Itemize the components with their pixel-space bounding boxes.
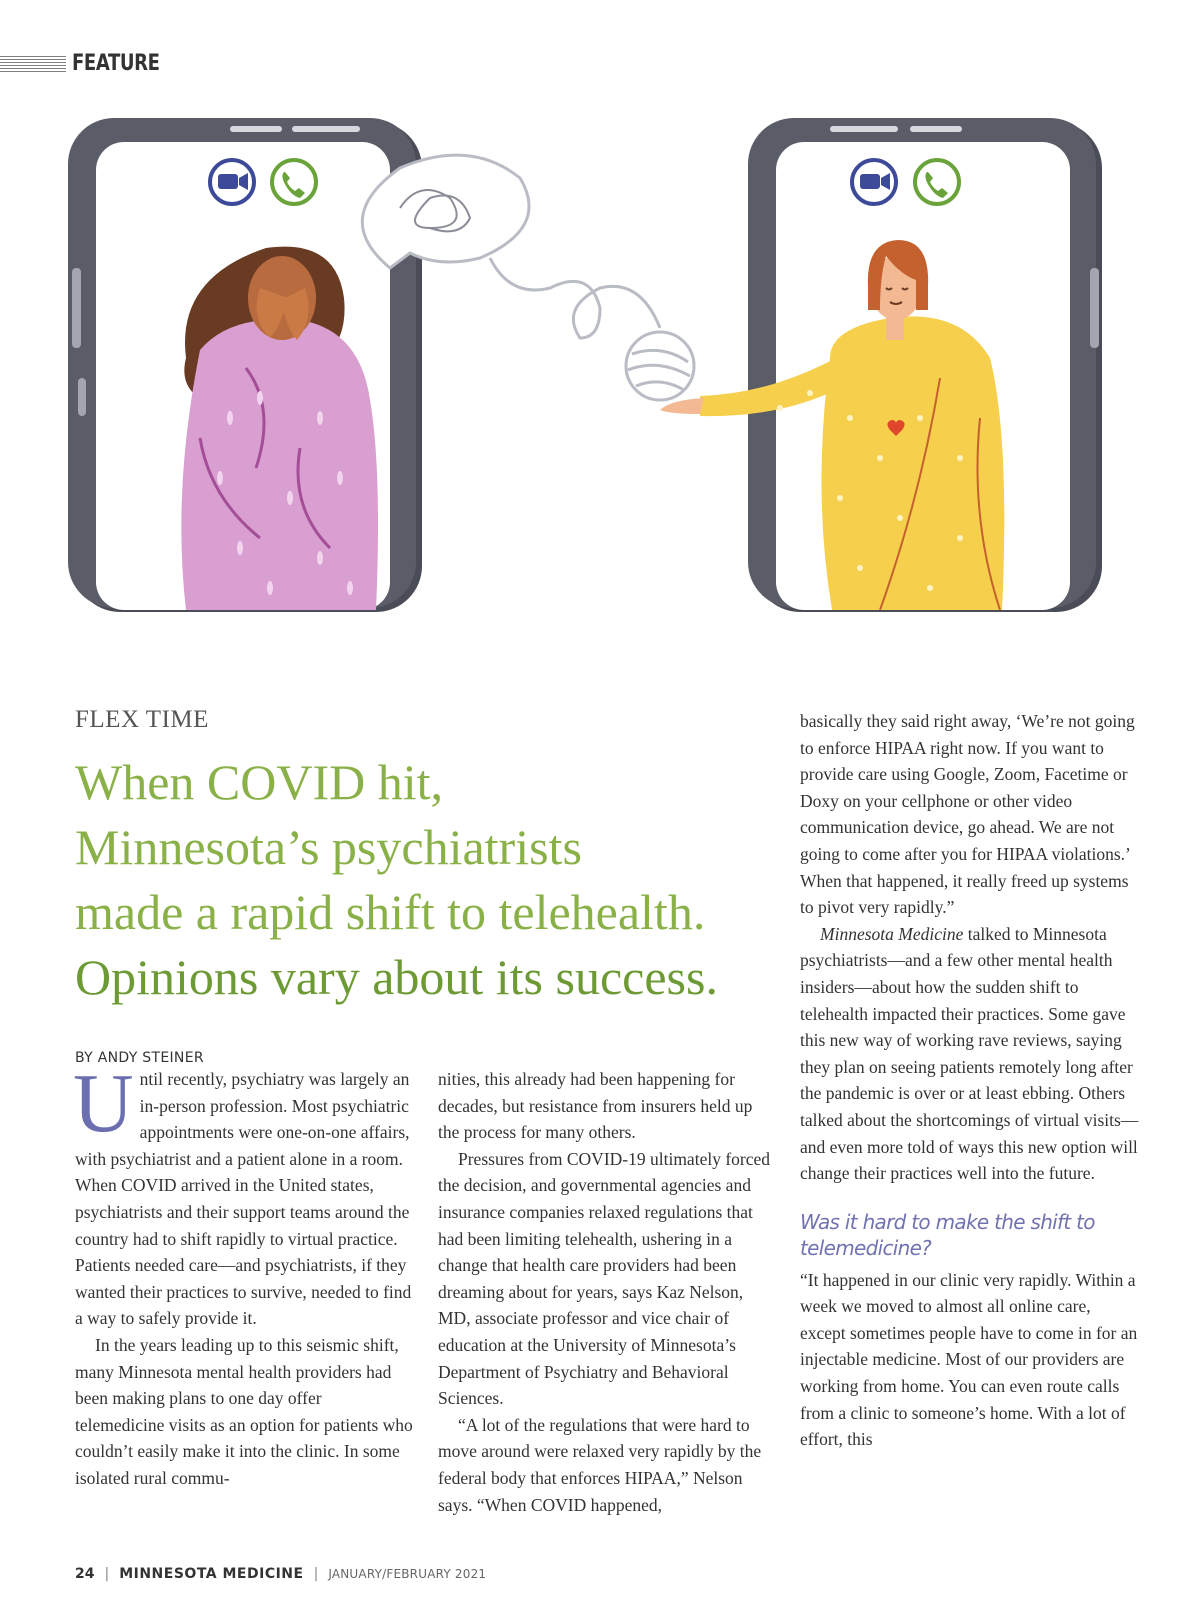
article-column-3 (800, 708, 1140, 1453)
paragraph: “A lot of the regulations that were hard to move around were relaxed very rapidly by the federal body that enforces HIPAA,” Nelson says. “When COVID happened, (438, 1414, 762, 1515)
paragraph: Pressures from COVID-19 ultimately forced the decision, and governmental agencies and insurance companies relaxed regulations that had been limiting telehealth, ushering in a change that health care providers had been dreaming about for years, says Kaz Nelson, MD, associate professor and vice chair of education at the University of Minnesota’s Department of Psychiatry and Behavioral Sciences. (438, 1148, 771, 1409)
paragraph: nities, this already had been happening for decades, but resistance from insurers held up the process for many others. (438, 1069, 753, 1143)
right-call-icon (915, 160, 959, 204)
issue-date: JANUARY/FEBRUARY 2021 (328, 1567, 487, 1581)
publication-title: MINNESOTA MEDICINE (119, 1566, 304, 1582)
paragraph-text: ntil recently, psychiatry was largely an in-person profession. Most psychiatric appointments were one-on-one affairs, with psychiatrist and a patient alone in a room. When COVID arrived in the United states, psychiatrists and their support teams around the country had to shift rapidly to virtual practice. Patients needed care—and psychiatrists, if they wanted their practices to survive, needed to find a way to safely provide it. (75, 1069, 412, 1329)
left-call-icon (272, 160, 316, 204)
paragraph (800, 921, 1140, 1187)
headline-line: Opinions vary about its success. (75, 949, 718, 1005)
paragraph-text: talked to Minnesota psychiatrists—and a few other mental health insiders—about how the sudden shift to telehealth impacted their practices. Some gave this new way of working rave reviews, saying they plan on seeing patients remotely long after the pandemic is over or at least ebbing. Others talked about the shortcomings of virtual visits—and even more told of ways this new option will change their practices well into the future. (800, 923, 1139, 1184)
article-subhead: Was it hard to make the shift to telemedicine? (800, 1209, 1095, 1260)
publication-name: Minnesota Medicine (820, 923, 964, 944)
right-video-icon (852, 160, 896, 204)
article-headline (75, 750, 775, 1010)
article-kicker: FLEX TIME (75, 706, 209, 733)
article-column-2 (438, 1066, 776, 1518)
paragraph: basically they said right away, ‘We’re not going to enforce HIPAA right now. If you want to provide care using Google, Zoom, Facetime or Doxy on your cellphone or other video communication device, go ahead. We are not going to come after you for HIPAA violations.’ When that happened, it really freed up systems to pivot very rapidly.” (800, 711, 1135, 918)
paragraph: “It happened in our clinic very rapidly. Within a week we moved to almost all online care, except sometimes people have to come in for an injectable medicine. Most of our providers are working from home. You can even route calls from a clinic to someone’s home. With a lot of effort, this (800, 1269, 1138, 1450)
section-label (0, 48, 179, 78)
page-number: 24 (75, 1566, 95, 1582)
footer-divider: | (313, 1566, 319, 1582)
telehealth-illustration (60, 118, 1150, 658)
paragraph: In the years leading up to this seismic shift, many Minnesota mental health providers had been making plans to one day offer telemedicine visits as an option for patients who couldn’t easily make it into the clinic. In some isolated rural commu- (75, 1334, 413, 1488)
left-video-icon (210, 160, 254, 204)
article-byline: BY ANDY STEINER (75, 1050, 204, 1066)
drop-cap: U (73, 1057, 134, 1150)
headline-line: When COVID hit, (75, 754, 443, 810)
page-footer (75, 1566, 486, 1582)
footer-divider: | (104, 1566, 110, 1582)
section-hatch-decoration (0, 54, 66, 72)
section-title: FEATURE (72, 50, 160, 76)
headline-line: Minnesota’s psychiatrists (75, 819, 582, 875)
headline-line: made a rapid shift to telehealth. (75, 884, 706, 940)
yarn-ball-icon (626, 332, 694, 400)
